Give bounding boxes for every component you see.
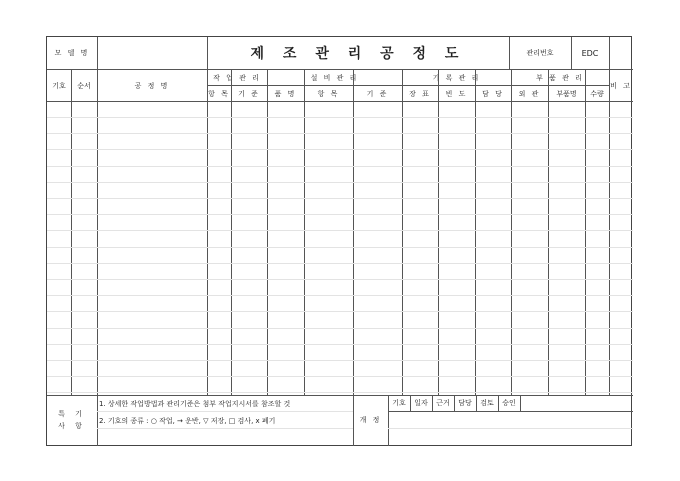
revision-owner-header: 담당 bbox=[458, 399, 472, 407]
model-label: 모 델 명 bbox=[54, 49, 90, 57]
grid-line bbox=[388, 395, 389, 446]
equipment-name-header: 품 명 bbox=[274, 90, 297, 98]
order-header: 순서 bbox=[77, 82, 91, 90]
control-no-value[interactable]: EDC bbox=[581, 48, 599, 58]
grid-line bbox=[47, 395, 633, 396]
grid-line bbox=[47, 101, 633, 102]
grid-line bbox=[353, 70, 354, 395]
grid-line bbox=[231, 70, 232, 395]
grid-line bbox=[609, 37, 610, 70]
grid-line bbox=[498, 395, 499, 411]
remarks-header: 비 고 bbox=[610, 82, 632, 90]
symbol-header: 기호 bbox=[52, 82, 66, 90]
grid-line bbox=[207, 70, 208, 395]
work-mgmt-header: 작 업 관 리 bbox=[213, 74, 261, 82]
grid-line bbox=[47, 69, 633, 70]
equipment-item-header: 항 목 bbox=[317, 90, 340, 98]
grid-line bbox=[402, 70, 403, 395]
grid-line bbox=[97, 37, 98, 70]
form-title: 제 조 관 리 공 정 도 bbox=[250, 46, 466, 62]
record-owner-header: 담 당 bbox=[482, 90, 504, 98]
grid-line bbox=[47, 295, 633, 296]
grid-line bbox=[585, 70, 586, 395]
model-value[interactable] bbox=[97, 37, 207, 69]
revision-approval-header: 승인 bbox=[502, 399, 516, 407]
grid-line bbox=[511, 70, 512, 395]
grid-line bbox=[97, 70, 98, 395]
parts-appearance-header: 외 관 bbox=[518, 90, 541, 98]
grid-line bbox=[571, 37, 572, 70]
grid-line bbox=[47, 247, 633, 248]
process-name-header: 공 정 명 bbox=[134, 82, 170, 90]
grid-line bbox=[47, 279, 633, 280]
grid-line bbox=[47, 392, 633, 393]
grid-line bbox=[548, 70, 549, 395]
grid-line bbox=[97, 411, 353, 412]
grid-line bbox=[609, 70, 610, 395]
grid-line bbox=[388, 411, 633, 412]
control-no-label: 관리번호 bbox=[526, 49, 554, 57]
process-control-form bbox=[46, 36, 632, 446]
grid-line bbox=[47, 149, 633, 150]
equipment-mgmt-header: 설 비 관 리 bbox=[310, 74, 359, 82]
grid-line bbox=[47, 376, 633, 377]
grid-line bbox=[97, 428, 353, 429]
grid-line bbox=[454, 395, 455, 411]
revision-label: 개 정 bbox=[359, 416, 382, 424]
work-standard-header: 기 준 bbox=[238, 90, 260, 98]
grid-line bbox=[475, 70, 476, 395]
revision-basis-header: 근거 bbox=[436, 399, 450, 407]
note-1: 1. 상세한 작업방법과 관리기준은 첨부 작업지시서를 참조할 것 bbox=[99, 400, 291, 408]
grid-line bbox=[207, 37, 208, 70]
grid-line bbox=[47, 360, 633, 361]
record-mgmt-header: 기 록 관 리 bbox=[432, 74, 481, 82]
grid-line bbox=[47, 328, 633, 329]
record-frequency-header: 빈 도 bbox=[445, 90, 468, 98]
grid-line bbox=[509, 37, 510, 70]
grid-line bbox=[47, 230, 633, 231]
parts-mgmt-header: 부 품 관 리 bbox=[536, 74, 584, 82]
grid-line bbox=[47, 263, 633, 264]
grid-line bbox=[97, 395, 98, 446]
grid-line bbox=[520, 395, 521, 411]
grid-line bbox=[71, 70, 72, 395]
grid-line bbox=[47, 182, 633, 183]
grid-line bbox=[47, 117, 633, 118]
equipment-standard-header: 기 준 bbox=[366, 90, 389, 98]
revision-symbol-header: 기호 bbox=[392, 399, 406, 407]
record-sheet-header: 장 표 bbox=[409, 90, 431, 98]
part-name-header: 부품명 bbox=[556, 90, 577, 98]
quantity-header: 수량 bbox=[590, 90, 604, 98]
grid-line bbox=[267, 70, 268, 395]
grid-line bbox=[47, 311, 633, 312]
grid-line bbox=[47, 166, 633, 167]
note-2: 2. 기호의 종류 : ○ 작업, → 운반, ▽ 저장, □ 검사, x 폐기 bbox=[99, 417, 276, 425]
grid-line bbox=[388, 428, 633, 429]
grid-line bbox=[438, 70, 439, 395]
grid-line bbox=[47, 344, 633, 345]
special-notes-label: 특 기 사 항 bbox=[58, 410, 86, 430]
grid-line bbox=[47, 198, 633, 199]
grid-line bbox=[410, 395, 411, 411]
grid-line bbox=[353, 395, 354, 446]
grid-line bbox=[304, 70, 305, 395]
revision-date-header: 일자 bbox=[414, 399, 428, 407]
grid-line bbox=[47, 133, 633, 134]
grid-line bbox=[432, 395, 433, 411]
grid-line bbox=[47, 214, 633, 215]
grid-line bbox=[476, 395, 477, 411]
work-item-header: 항 목 bbox=[208, 90, 230, 98]
revision-review-header: 검토 bbox=[480, 399, 494, 407]
